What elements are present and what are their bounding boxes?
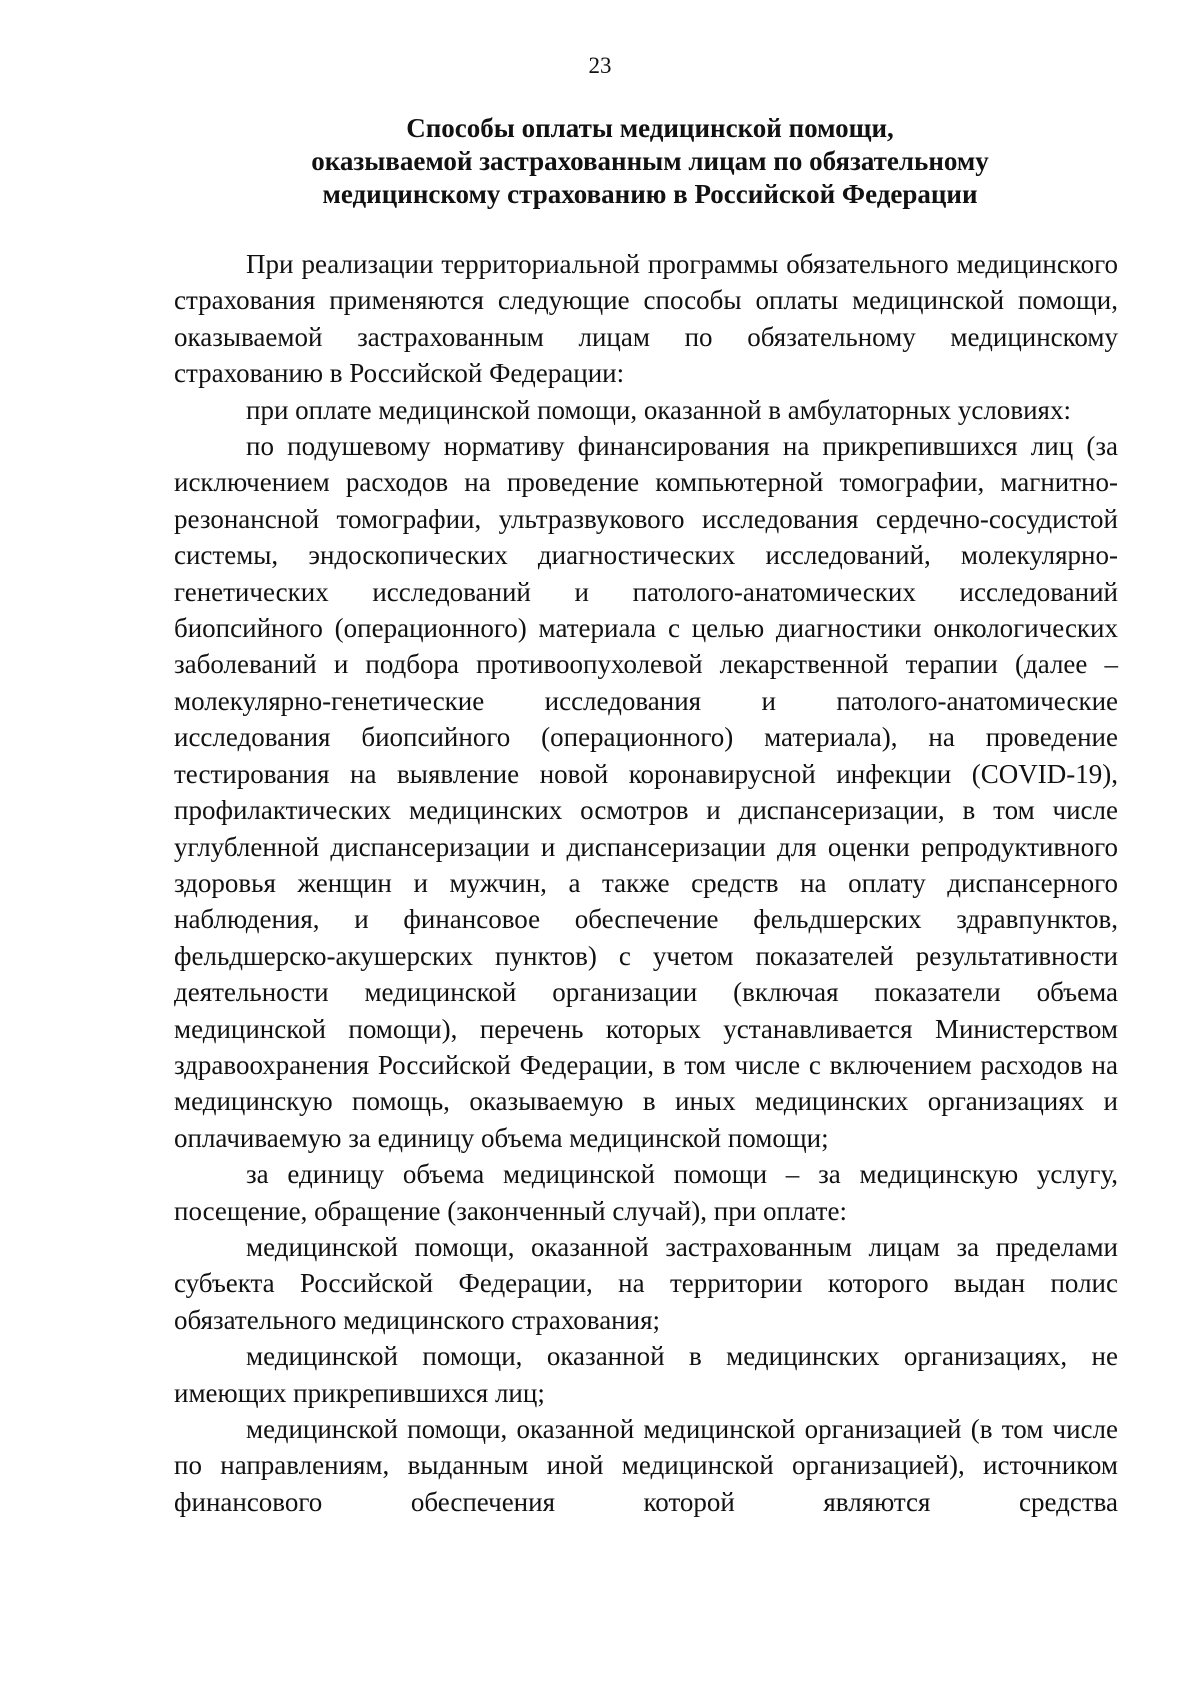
document-title (200, 112, 1100, 211)
paragraph: при оплате медицинской помощи, оказанной в амбулаторных условиях: (246, 394, 1071, 425)
paragraph: медицинской помощи, оказанной застрахованным лицам за пределами субъекта Российской Федерации, на территории которого выдан полис обязательного медицинского страхования; (174, 1231, 1118, 1335)
paragraph: за единицу объема медицинской помощи – за медицинскую услугу, посещение, обращение (законченный случай), при оплате: (174, 1159, 1118, 1226)
page-number: 23 (588, 53, 612, 78)
title-line: Способы оплаты медицинской помощи, (406, 113, 894, 143)
paragraph: медицинской помощи, оказанной медицинской организацией (в том числе по направлениям, выданным иной медицинской организацией), источником финансового обеспечения которой являются средства (174, 1414, 1118, 1517)
paragraph: по подушевому нормативу финансирования на прикрепившихся лиц (за исключением расходов на проведение компьютерной томографии, магнитно-резонансной томографии, ультразвукового исследования сердечно-сосудистой системы, эндоскопических диагностических исследований, молекулярно-генетических исследований и патолого-анатомических исследований биопсийного (операционного) материала с целью диагностики онкологических заболеваний и подбора противоопухолевой лекарственной терапии (далее – молекулярно-генетические исследования и патолого-анатомические исследования биопсийного (операционного) материала), на проведение тестирования на выявление новой коронавирусной инфекции (COVID-19), профилактических медицинских осмотров и диспансеризации, в том числе углубленной диспансеризации и диспансеризации для оценки репродуктивного здоровья женщин и мужчин, а также средств на оплату диспансерного наблюдения, и финансовое обеспечение фельдшерских здравпунктов, фельдшерско-акушерских пунктов) с учетом показателей результативности деятельности медицинской организации (включая показатели объема медицинской помощи), перечень которых устанавливается Министерством здравоохранения Российской Федерации, в том числе с включением расходов на медицинскую помощь, оказываемую в иных медицинских организациях и оплачиваемую за единицу объема медицинской помощи; (174, 431, 1118, 1153)
title-line: оказываемой застрахованным лицам по обязательному (311, 146, 989, 176)
document-body (174, 246, 1118, 1520)
paragraph: При реализации территориальной программы обязательного медицинского страхования применяются следующие способы оплаты медицинской помощи, оказываемой застрахованным лицам по обязательному медицинскому страхованию в Российской Федерации: (174, 249, 1118, 389)
title-line: медицинскому страхованию в Российской Федерации (322, 179, 978, 209)
paragraph: медицинской помощи, оказанной в медицинских организациях, не имеющих прикрепившихся лиц; (174, 1341, 1118, 1408)
